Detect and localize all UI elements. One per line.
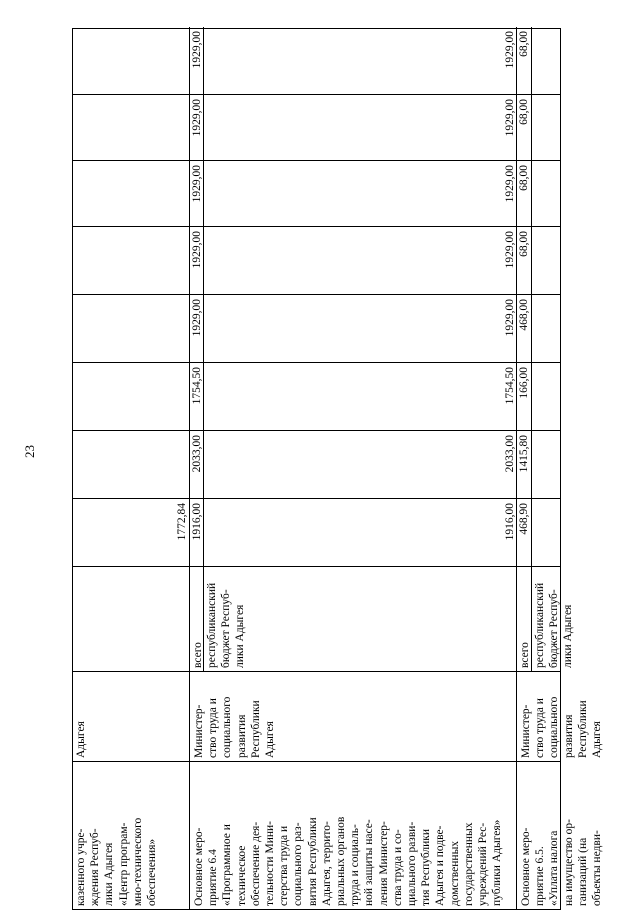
- block2-total-value-1: 1916,00: [191, 503, 203, 541]
- column-funding-source: [73, 566, 575, 671]
- column-executor: [73, 671, 604, 761]
- column-year-8: [73, 27, 560, 94]
- block3-total-value-3: 166,00: [518, 367, 530, 399]
- block1-value-1: 1772,84: [176, 503, 188, 541]
- block2-name: Основное меро- приятие 6.4 «Программное и техническое обеспечение дея- тельности Мини- стерства труда и социального раз- вития Республики Адыгея, террито- риальных органов труда и социаль- ной защиты насе- ления Министер- ства труда и со- циального разви- тия Республики Адыгея и подве- домственных государственных учреждений Рес- публики Адыгея»: [193, 816, 504, 906]
- block2-total-value-5: 1929,00: [191, 231, 203, 269]
- block2-executor: Министер- ство труда и социального развития Республики Адыгея: [193, 696, 277, 758]
- block3-source-republic: республиканский бюджет Респуб- лики Адыгея: [534, 582, 575, 668]
- block2-republic-value-7: 1929,00: [504, 99, 516, 137]
- block3-total-value-5: 68,00: [518, 231, 530, 257]
- block1-name: казенного учре- ждения Респуб- лики Адыгея «Центр програм- мно-технического обеспечения»: [75, 817, 159, 906]
- block3-total-value-7: 68,00: [518, 99, 530, 125]
- column-measure-name: [73, 761, 604, 909]
- column-year-6: [73, 160, 560, 226]
- block2-total-value-4: 1929,00: [191, 299, 203, 337]
- block1-executor: Адыгея: [75, 721, 87, 758]
- block2-source-republic: республиканский бюджет Респуб- лики Адыгея: [206, 582, 247, 668]
- block2-republic-value-6: 1929,00: [504, 165, 516, 203]
- block2-republic-value-2: 2033,00: [504, 435, 516, 473]
- block3-total-value-8: 68,00: [518, 31, 530, 57]
- block2-source-total: всего: [192, 642, 204, 668]
- column-year-7: [73, 94, 560, 160]
- block2-republic-value-3: 1754,50: [504, 367, 516, 405]
- column-year-1: [73, 498, 560, 566]
- column-year-3: [73, 362, 560, 430]
- page-number: 23: [22, 445, 37, 458]
- block2-republic-value-5: 1929,00: [504, 231, 516, 269]
- block2-total-value-3: 1754,50: [191, 367, 203, 405]
- column-year-4: [73, 294, 560, 362]
- column-year-5: [73, 226, 560, 294]
- block2-total-value-8: 1929,00: [191, 31, 203, 69]
- block2-total-value-6: 1929,00: [191, 165, 203, 203]
- block3-executor: Министер- ство труда и социального развития Республики Адыгея: [520, 696, 604, 758]
- block2-republic-value-4: 1929,00: [504, 299, 516, 337]
- block3-total-value-2: 1415,80: [518, 435, 530, 473]
- block3-name: Основное меро- приятие 6.5. «Уплата налога на имущество ор- ганизаций (на объекты недви-: [520, 819, 604, 906]
- block3-total-value-4: 468,00: [518, 299, 530, 331]
- block2-total-value-2: 2033,00: [191, 435, 203, 473]
- block2-total-value-7: 1929,00: [191, 99, 203, 137]
- column-year-2: [73, 430, 560, 498]
- block3-total-value-6: 68,00: [518, 165, 530, 191]
- block3-source-total: всего: [519, 642, 531, 668]
- block3-total-value-1: 468,90: [518, 503, 530, 535]
- block2-republic-value-1: 1916,00: [504, 503, 516, 541]
- block2-republic-value-8: 1929,00: [504, 31, 516, 69]
- budget-table: [72, 28, 604, 910]
